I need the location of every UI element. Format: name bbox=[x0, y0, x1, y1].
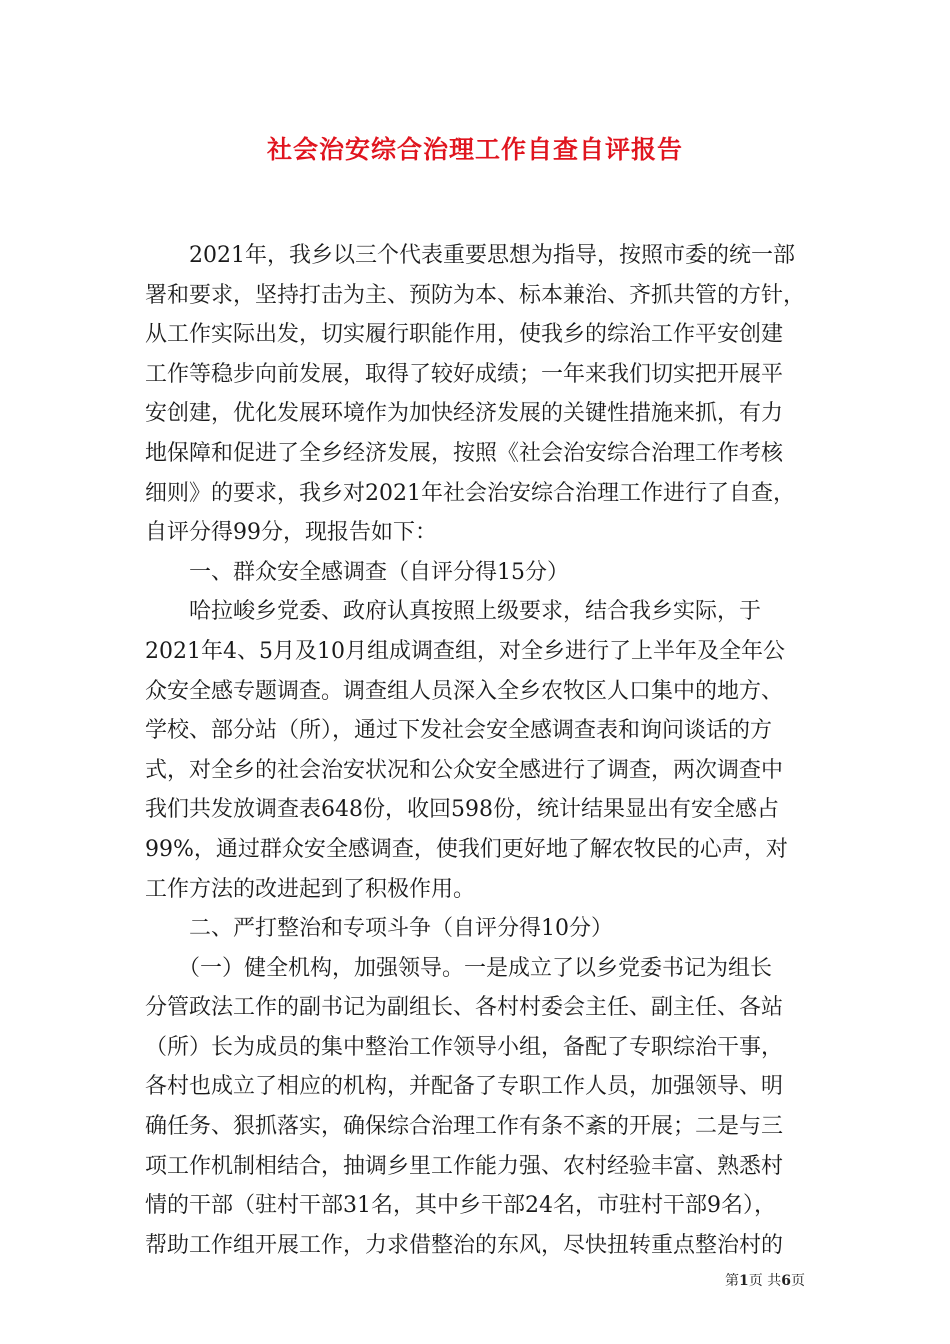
page-footer bbox=[725, 1270, 805, 1290]
footer-total-pages: 6 bbox=[781, 1273, 791, 1289]
body-line: 安创建，优化发展环境作为加快经济发展的关键性措施来抓，有力 bbox=[145, 401, 784, 427]
body-line: 学校、部分站（所），通过下发社会安全感调查表和询问谈话的方 bbox=[145, 718, 773, 744]
body-line: 2021年，我乡以三个代表重要思想为指导，按照市委的统一部 bbox=[145, 243, 795, 268]
body-line: 一、群众安全感调查（自评分得15分） bbox=[145, 559, 569, 585]
body-line: 工作等稳步向前发展，取得了较好成绩；一年来我们切实把开展平 bbox=[145, 361, 784, 387]
document-body bbox=[145, 236, 810, 1265]
body-line: 分管政法工作的副书记为副组长、各村村委会主任、副主任、各站 bbox=[145, 995, 784, 1021]
footer-prefix: 第 bbox=[725, 1273, 740, 1289]
body-line: 细则》的要求，我乡对2021年社会治安综合治理工作进行了自查， bbox=[145, 480, 795, 506]
body-line: 确任务、狠抓落实，确保综合治理工作有条不紊的开展；二是与三 bbox=[145, 1114, 784, 1140]
body-line: 项工作机制相结合，抽调乡里工作能力强、农村经验丰富、熟悉村 bbox=[145, 1153, 784, 1179]
body-line: 各村也成立了相应的机构，并配备了专职工作人员，加强领导、明 bbox=[145, 1074, 784, 1100]
body-line: 情的干部（驻村干部31名，其中乡干部24名，市驻村干部9名）， bbox=[145, 1193, 776, 1219]
body-line: 2021年4、5月及10月组成调查组，对全乡进行了上半年及全年公 bbox=[145, 638, 785, 664]
body-line: 工作方法的改进起到了积极作用。 bbox=[145, 876, 476, 902]
body-line: 我们共发放调查表648份，收回598份，统计结果显出有安全感占 bbox=[145, 797, 779, 823]
body-line: 哈拉峻乡党委、政府认真按照上级要求，结合我乡实际，于 bbox=[145, 599, 762, 625]
body-line: 众安全感专题调查。调查组人员深入全乡农牧区人口集中的地方、 bbox=[145, 678, 784, 704]
body-line: 式，对全乡的社会治安状况和公众安全感进行了调查，两次调查中 bbox=[145, 757, 784, 783]
body-line: 99%，通过群众安全感调查，使我们更好地了解农牧民的心声，对 bbox=[145, 836, 788, 862]
body-line: 地保障和促进了全乡经济发展，按照《社会治安综合治理工作考核 bbox=[145, 440, 784, 466]
body-line: 二、严打整治和专项斗争（自评分得10分） bbox=[145, 916, 613, 942]
body-line: 帮助工作组开展工作，力求借整治的东风，尽快扭转重点整治村的 bbox=[145, 1232, 784, 1258]
body-line: （所）长为成员的集中整治工作领导小组，备配了专职综治干事， bbox=[145, 1034, 784, 1060]
footer-suffix: 页 bbox=[791, 1273, 805, 1289]
footer-middle: 页 共 bbox=[748, 1273, 782, 1289]
document-title: 社会治安综合治理工作自查自评报告 bbox=[266, 135, 683, 164]
body-line: 从工作实际出发，切实履行职能作用，使我乡的综治工作平安创建 bbox=[145, 322, 784, 348]
body-line: 署和要求，坚持打击为主、预防为本、标本兼治、齐抓共管的方针， bbox=[145, 282, 806, 308]
body-line: 自评分得99分，现报告如下： bbox=[145, 520, 437, 546]
body-line: （一）健全机构，加强领导。一是成立了以乡党委书记为组长 bbox=[145, 955, 773, 981]
footer-page-number: 1 bbox=[739, 1273, 749, 1289]
